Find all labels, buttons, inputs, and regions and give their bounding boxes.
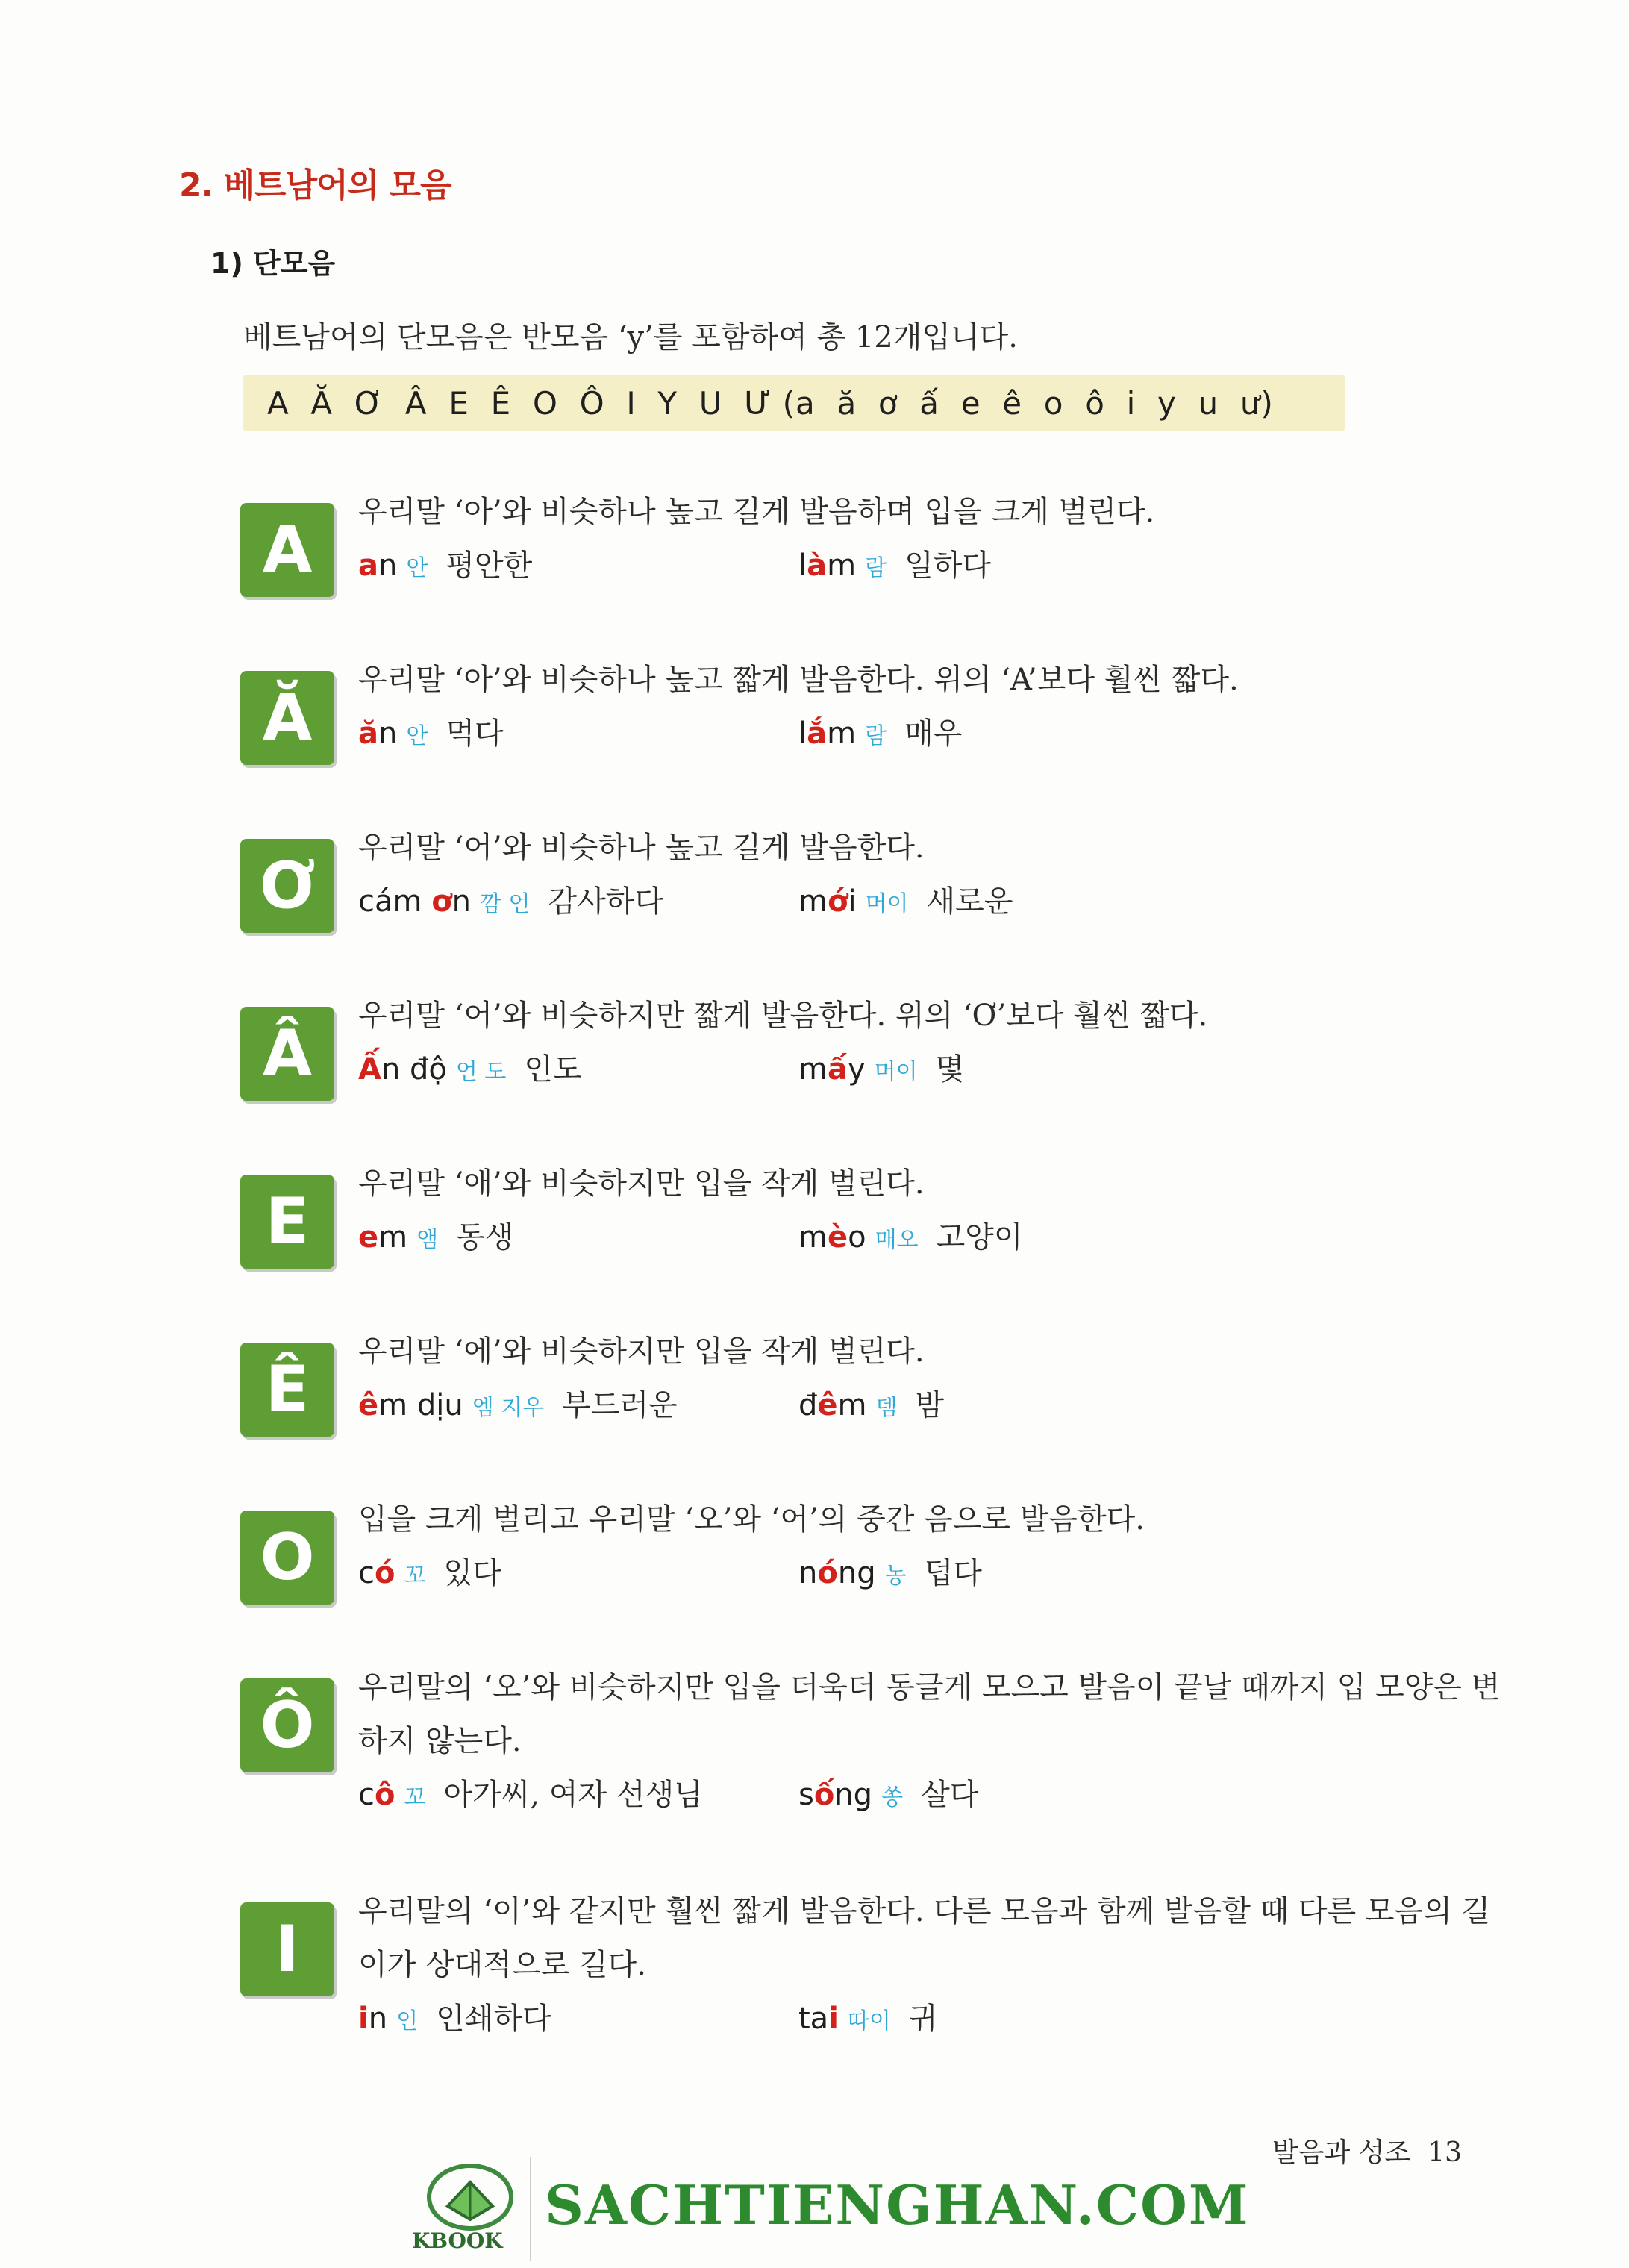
vowel-badge: Â — [240, 1007, 334, 1101]
meaning: 고양이 — [936, 1220, 1023, 1255]
vietnamese-word: mới — [798, 884, 857, 919]
vowel-description: 입을 크게 벌리고 우리말 ‘오’와 ‘어’의 중간 음으로 발음한다. — [358, 1502, 1145, 1537]
page-number: 13 — [1428, 2137, 1463, 2168]
meaning: 귀 — [908, 2002, 938, 2036]
example-word — [358, 1047, 582, 1095]
example-word — [358, 1215, 513, 1263]
vowel-badge: I — [240, 1902, 334, 1996]
vowel-badge: E — [240, 1175, 334, 1269]
meaning: 동생 — [456, 1220, 514, 1255]
pronunciation: 앰 — [416, 1227, 439, 1253]
example-word — [358, 1996, 551, 2044]
meaning: 덥다 — [924, 1556, 982, 1590]
vietnamese-word: êm dịu — [358, 1388, 463, 1422]
vietnamese-word: có — [358, 1556, 395, 1590]
vowel-badge: O — [240, 1511, 334, 1605]
meaning: 아가씨, 여자 선생님 — [443, 1778, 703, 1812]
meaning: 부드러운 — [562, 1388, 678, 1422]
vowel-badge: Ơ — [240, 839, 334, 933]
vietnamese-word: ăn — [358, 716, 398, 751]
alphabet-line: A Ă Ơ Â E Ê O Ô I Y U Ư (a ă ơ ấ e ê o ô i y u ư) — [267, 384, 1274, 422]
pronunciation: 깜 언 — [480, 891, 531, 917]
sub-title: 1) 단모음 — [210, 247, 336, 280]
pronunciation: 꼬 — [404, 1784, 426, 1811]
pronunciation: 람 — [865, 555, 887, 581]
section-title: 2. 베트남어의 모음 — [179, 166, 451, 204]
pronunciation: 안 — [406, 555, 428, 581]
vietnamese-word: làm — [798, 549, 857, 583]
vowel-description: 우리말의 ‘이’와 같지만 훨씬 짧게 발음한다. 다른 모음과 함께 발음할 때 다른 모음의 길이가 상대적으로 길다. — [358, 1894, 1491, 1982]
vowel-badge: A — [240, 503, 334, 597]
vowel-description: 우리말 ‘어’와 비슷하지만 짧게 발음한다. 위의 ‘Ơ’보다 훨씬 짧다. — [358, 999, 1208, 1033]
highlighted-vowel: è — [827, 1220, 848, 1255]
pronunciation: 쏭 — [881, 1784, 904, 1811]
pronunciation: 농 — [884, 1563, 907, 1589]
example-word — [798, 879, 1013, 927]
highlighted-vowel: ă — [358, 716, 378, 751]
highlighted-vowel: ớ — [827, 884, 848, 919]
vowel-description: 우리말의 ‘오’와 비슷하지만 입을 더욱더 동글게 모으고 발음이 끝날 때까지 입 모양은 변하지 않는다. — [358, 1670, 1501, 1758]
alphabet-box — [243, 375, 1345, 431]
meaning: 인도 — [524, 1052, 582, 1087]
vietnamese-word: mấy — [798, 1052, 866, 1087]
highlighted-vowel: i — [828, 2002, 839, 2036]
highlighted-vowel: ô — [375, 1778, 395, 1812]
highlighted-vowel: ắ — [807, 716, 828, 751]
meaning: 평안한 — [445, 549, 533, 583]
pronunciation: 인 — [396, 2008, 419, 2034]
example-word — [358, 879, 663, 927]
footer-label: 발음과 성조 — [1272, 2137, 1411, 2168]
highlighted-vowel: a — [358, 549, 378, 583]
watermark-divider — [530, 2157, 531, 2261]
meaning: 몇 — [935, 1052, 965, 1087]
meaning: 있다 — [443, 1556, 501, 1590]
highlighted-vowel: ố — [813, 1778, 835, 1812]
vietnamese-word: Ấn độ — [358, 1052, 447, 1087]
meaning: 매우 — [904, 716, 963, 751]
vietnamese-word: nóng — [798, 1556, 876, 1590]
meaning: 인쇄하다 — [436, 2002, 551, 2036]
highlighted-vowel: ó — [375, 1556, 395, 1590]
pronunciation: 머이 — [874, 1059, 918, 1085]
pronunciation: 뎀 — [875, 1395, 898, 1421]
vietnamese-word: cô — [358, 1778, 395, 1812]
pronunciation: 따이 — [847, 2008, 891, 2034]
pronunciation: 꼬 — [404, 1563, 426, 1589]
vietnamese-word: tai — [798, 2002, 839, 2036]
vowel-badge: Ă — [240, 671, 334, 765]
example-word — [798, 1047, 964, 1095]
meaning: 밤 — [915, 1388, 945, 1422]
vietnamese-word: in — [358, 2002, 388, 2036]
example-word — [798, 1551, 982, 1599]
vietnamese-word: sống — [798, 1778, 873, 1812]
highlighted-vowel: Ấ — [358, 1052, 381, 1087]
example-word — [798, 711, 962, 759]
vowel-description: 우리말 ‘아’와 비슷하나 높고 길게 발음하며 입을 크게 벌린다. — [358, 495, 1155, 529]
vietnamese-word: lắm — [798, 716, 857, 751]
example-word — [358, 1551, 501, 1599]
intro-text: 베트남어의 단모음은 반모음 ‘y’를 포함하여 총 12개입니다. — [243, 320, 1019, 354]
meaning: 새로운 — [926, 884, 1013, 919]
pronunciation: 언 도 — [455, 1059, 507, 1085]
vietnamese-word: đêm — [798, 1388, 867, 1422]
example-word — [358, 1383, 678, 1431]
pronunciation: 안 — [406, 723, 428, 749]
pronunciation: 매오 — [875, 1227, 919, 1253]
highlighted-vowel: ê — [817, 1388, 838, 1422]
highlighted-vowel: ó — [817, 1556, 838, 1590]
vowel-description: 우리말 ‘아’와 비슷하나 높고 짧게 발음한다. 위의 ‘A’보다 훨씬 짧다. — [358, 663, 1239, 697]
highlighted-vowel: ê — [358, 1388, 379, 1422]
example-word — [798, 1383, 944, 1431]
pronunciation: 머이 — [865, 891, 909, 917]
vowel-description: 우리말 ‘애’와 비슷하지만 입을 작게 벌린다. — [358, 1166, 925, 1201]
example-word — [798, 1772, 978, 1820]
meaning: 살다 — [921, 1778, 979, 1812]
kbook-brand: KBOOK — [412, 2228, 503, 2253]
pronunciation: 람 — [865, 723, 887, 749]
vietnamese-word: em — [358, 1220, 408, 1255]
highlighted-vowel: ấ — [827, 1052, 848, 1087]
meaning: 감사하다 — [548, 884, 664, 919]
example-word — [798, 1215, 1022, 1263]
example-word — [358, 711, 504, 759]
meaning: 일하다 — [904, 549, 991, 583]
example-word — [798, 543, 991, 591]
example-word — [798, 1996, 938, 2044]
example-word — [358, 543, 532, 591]
highlighted-vowel: à — [807, 549, 828, 583]
vowel-badge: Ô — [240, 1678, 334, 1772]
example-word — [358, 1772, 703, 1820]
highlighted-vowel: e — [358, 1220, 379, 1255]
vowel-badge: Ê — [240, 1343, 334, 1437]
vietnamese-word: an — [358, 549, 398, 583]
pronunciation: 엠 지우 — [472, 1395, 545, 1421]
vietnamese-word: cám ơn — [358, 884, 472, 919]
highlighted-vowel: i — [358, 2002, 369, 2036]
meaning: 먹다 — [445, 716, 504, 751]
vietnamese-word: mèo — [798, 1220, 866, 1255]
highlighted-vowel: ơ — [431, 884, 452, 919]
watermark — [395, 2157, 1336, 2261]
site-name: SACHTIENGHAN.COM — [545, 2173, 1250, 2237]
vowel-description: 우리말 ‘에’와 비슷하지만 입을 작게 벌린다. — [358, 1334, 925, 1369]
vowel-description: 우리말 ‘어’와 비슷하나 높고 길게 발음한다. — [358, 831, 925, 865]
